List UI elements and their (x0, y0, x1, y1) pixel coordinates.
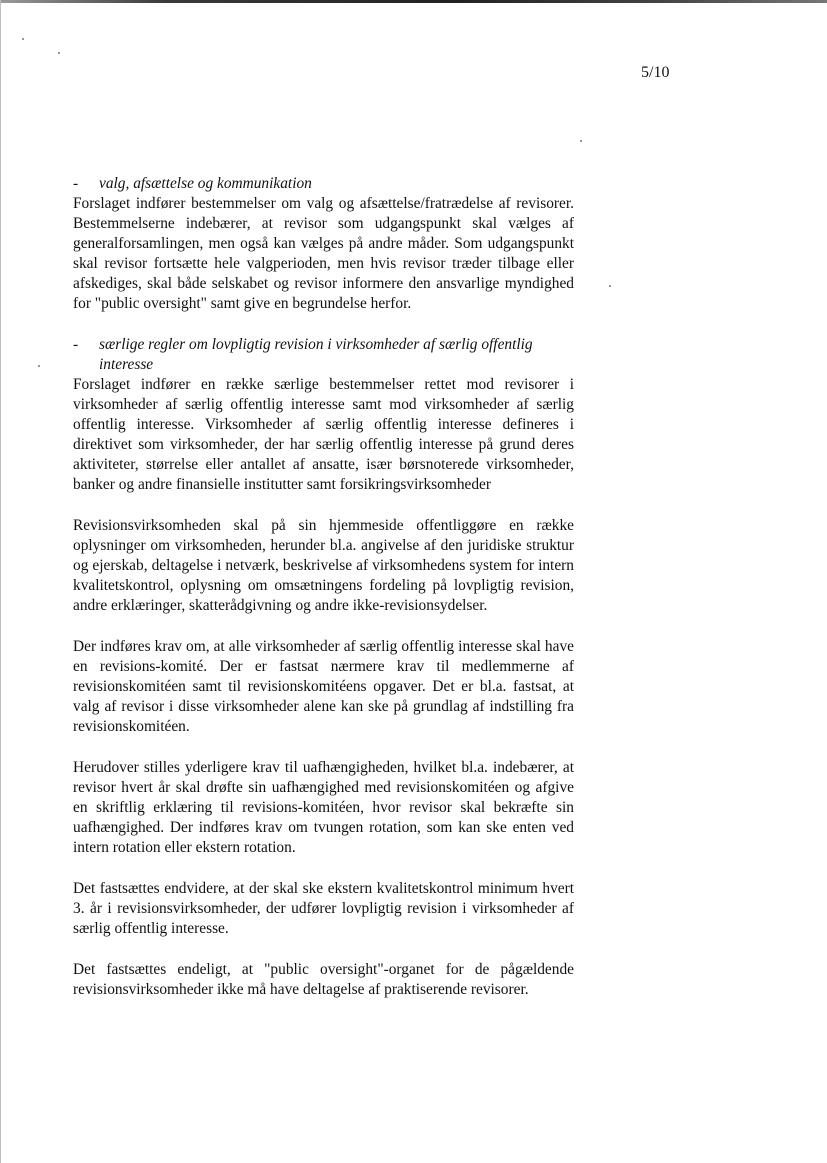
scan-top-edge (0, 0, 827, 3)
page-number: 5/10 (641, 64, 670, 81)
bullet-dash: - (73, 336, 79, 353)
paragraph-public-oversight: Det fastsættes endeligt, at "public oversight"-organet for de pågældende revisionsvirksomheder ikke må have deltagelse af praktiserende revisorer. (73, 961, 574, 998)
scan-speck (22, 38, 24, 40)
scan-left-edge (0, 0, 1, 1163)
bullet-dash: - (73, 175, 79, 192)
scan-speck (580, 140, 582, 142)
paragraph-independence: Herudover stilles yderligere krav til uafhængigheden, hvilket bl.a. indebærer, at revisor hvert år skal drøfte sin uafhængighed med revisionskomitéen og afgive en skriftlig erklæring til revisions-komitéen, hvor revisor skal bekræfte sin uafhængighed. Der indføres krav om tvungen rotation, som kan ske enten ved intern rotation eller ekstern rotation. (73, 759, 574, 856)
scan-speck (609, 285, 611, 287)
paragraph-audit-committee: Der indføres krav om, at alle virksomheder af særlig offentlig interesse skal have en revisions-komité. Der er fastsat nærmere krav til medlemmerne af revisionskomitéen samt til revisionskomitéens opgaver. Det er bl.a. fastsat, at valg af revisor i disse virksomheder alene kan ske på grundlag af indstilling fra revisionskomitéen. (73, 638, 574, 735)
paragraph-publication: Revisionsvirksomheden skal på sin hjemmeside offentliggøre en række oplysninger om virksomheden, herunder bl.a. angivelse af den juridiske struktur og ejerskab, deltagelse i netværk, beskrivelse af virksomhedens system for intern kvalitetskontrol, oplysning om omsætningens fordeling på lovpligtig revision, andre erklæringer, skatterådgivning og andre ikke-revisionsydelser. (73, 517, 574, 614)
paragraph-quality-control: Det fastsættes endvidere, at der skal ske ekstern kvalitetskontrol minimum hvert 3. år i revisionsvirksomheder, der udfører lovpligtig revision i virksomheder af særlig offentlig interesse. (73, 880, 574, 937)
section-body: Forslaget indfører en række særlige bestemmelser rettet mod revisorer i virksomheder af særlig offentlig interesse samt mod virksomheder af særlig offentlig interesse. Virksomheder af særlig offentlig interesse defineres i direktivet som virksomheder, der har særlig offentlig interesse på grund deres aktiviteter, størrelse eller antallet af ansatte, især børsnoterede virksomheder, banker og andre finansielle institutter samt forsikringsvirksomheder (73, 376, 574, 493)
section-body: Forslaget indfører bestemmelser om valg og afsættelse/fratrædelse af revisorer. Bestemmelserne indebærer, at revisor som udgangspunkt skal vælges af generalforsamlingen, men også kan vælges på andre måder. Som udgangspunkt skal revisor fortsætte hele valgperioden, men hvis revisor træder tilbage eller afskediges, skal både selskabet og revisor informere den ansvarlige myndighed for "public oversight" samt give en begrundelse herfor. (73, 195, 574, 312)
scan-speck (38, 365, 40, 367)
section-heading (73, 174, 574, 194)
section-heading-text: særlige regler om lovpligtig revision i virksomheder af særlig offentlig interesse (99, 336, 533, 373)
section-heading-text: valg, afsættelse og kommunikation (99, 175, 312, 192)
section-special-rules (73, 335, 574, 495)
section-election (73, 174, 574, 314)
section-heading (73, 335, 574, 375)
document-body (73, 174, 574, 1021)
scan-speck (58, 52, 60, 54)
